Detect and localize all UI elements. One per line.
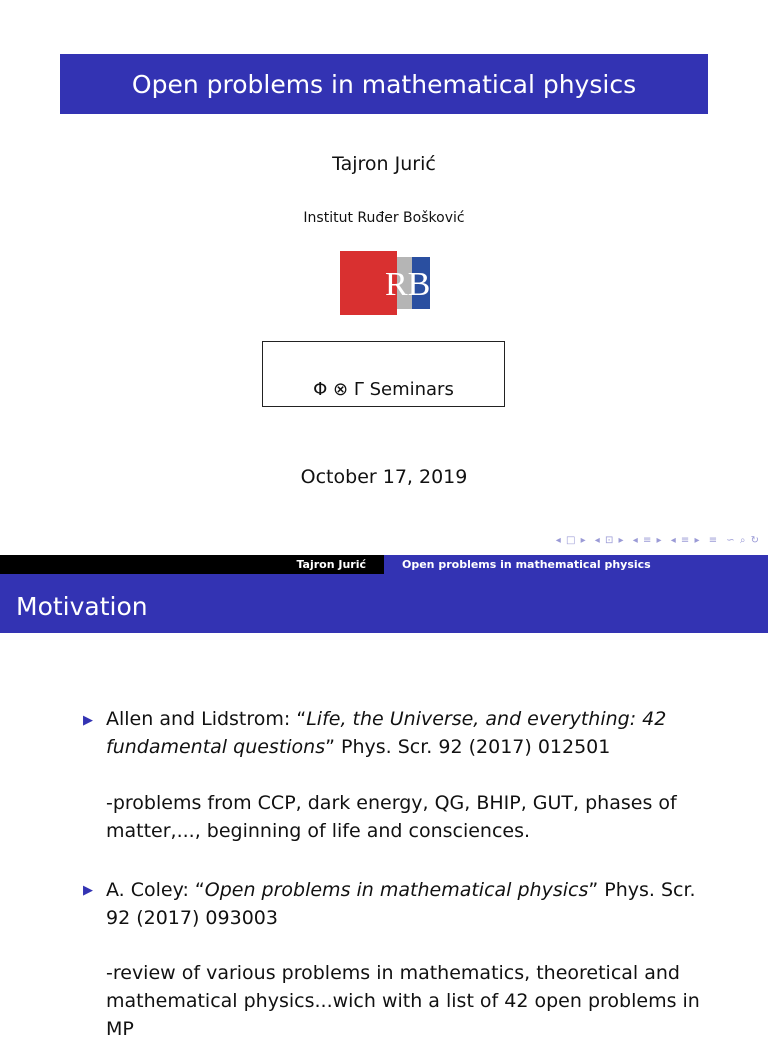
item-description: -problems from CCP, dark energy, QG, BHIP, GUT, phases of matter,..., beginning of life and consciences. bbox=[106, 792, 677, 842]
item-lead: Allen and Lidstrom: “ bbox=[106, 708, 307, 730]
logo-lettering: RB bbox=[385, 266, 430, 303]
frame-title: Motivation bbox=[16, 592, 148, 621]
item-tail: ” Phys. Scr. 92 (2017) 093003 bbox=[106, 879, 696, 929]
frame-title-bar bbox=[0, 574, 768, 633]
footline bbox=[0, 555, 768, 574]
list-item bbox=[106, 705, 718, 761]
item-description: -review of various problems in mathematics, theoretical and mathematical physics...wich with a list of 42 open problems in MP bbox=[106, 962, 700, 1040]
footline-author-box bbox=[0, 555, 384, 574]
nav-toc-icon[interactable]: ≡ bbox=[708, 535, 719, 546]
footline-title: Open problems in mathematical physics bbox=[402, 558, 651, 571]
irb-logo bbox=[340, 251, 430, 315]
institute-name: Institut Ruđer Bošković bbox=[303, 210, 465, 226]
nav-section-icon[interactable]: ◂ ≡ ▸ bbox=[632, 535, 663, 546]
seminar-label: Φ ⊗ Γ Seminars bbox=[313, 379, 454, 400]
nav-subsection-icon[interactable]: ◂ ⊡ ▸ bbox=[594, 535, 625, 546]
beamer-nav-bar[interactable] bbox=[552, 535, 760, 546]
nav-doc-icon[interactable]: ◂ ≡ ▸ bbox=[670, 535, 701, 546]
presentation-date: October 17, 2019 bbox=[300, 466, 468, 488]
title-banner bbox=[60, 54, 708, 114]
presentation-title: Open problems in mathematical physics bbox=[131, 69, 637, 99]
bullet-triangle-icon: ▶ bbox=[83, 883, 93, 898]
item-tail: ” Phys. Scr. 92 (2017) 012501 bbox=[325, 736, 611, 758]
item-italic-title: Life, the Universe, and everything: 42 fundamental questions bbox=[106, 708, 667, 758]
item-italic-title: Open problems in mathematical physics bbox=[204, 879, 589, 901]
item-lead: A. Coley: “ bbox=[106, 879, 205, 901]
bullet-triangle-icon: ▶ bbox=[83, 713, 93, 728]
author-name: Tajron Jurić bbox=[332, 153, 436, 175]
list-item bbox=[106, 876, 718, 932]
motivation-slide-content bbox=[0, 633, 768, 1040]
footline-title-box bbox=[384, 555, 768, 574]
seminar-box bbox=[262, 341, 505, 407]
footline-author: Tajron Jurić bbox=[296, 558, 366, 571]
nav-frame-icon[interactable]: ◂ □ ▸ bbox=[555, 535, 587, 546]
nav-search-icon[interactable]: ∽ ⌕ ↻ bbox=[726, 535, 760, 546]
